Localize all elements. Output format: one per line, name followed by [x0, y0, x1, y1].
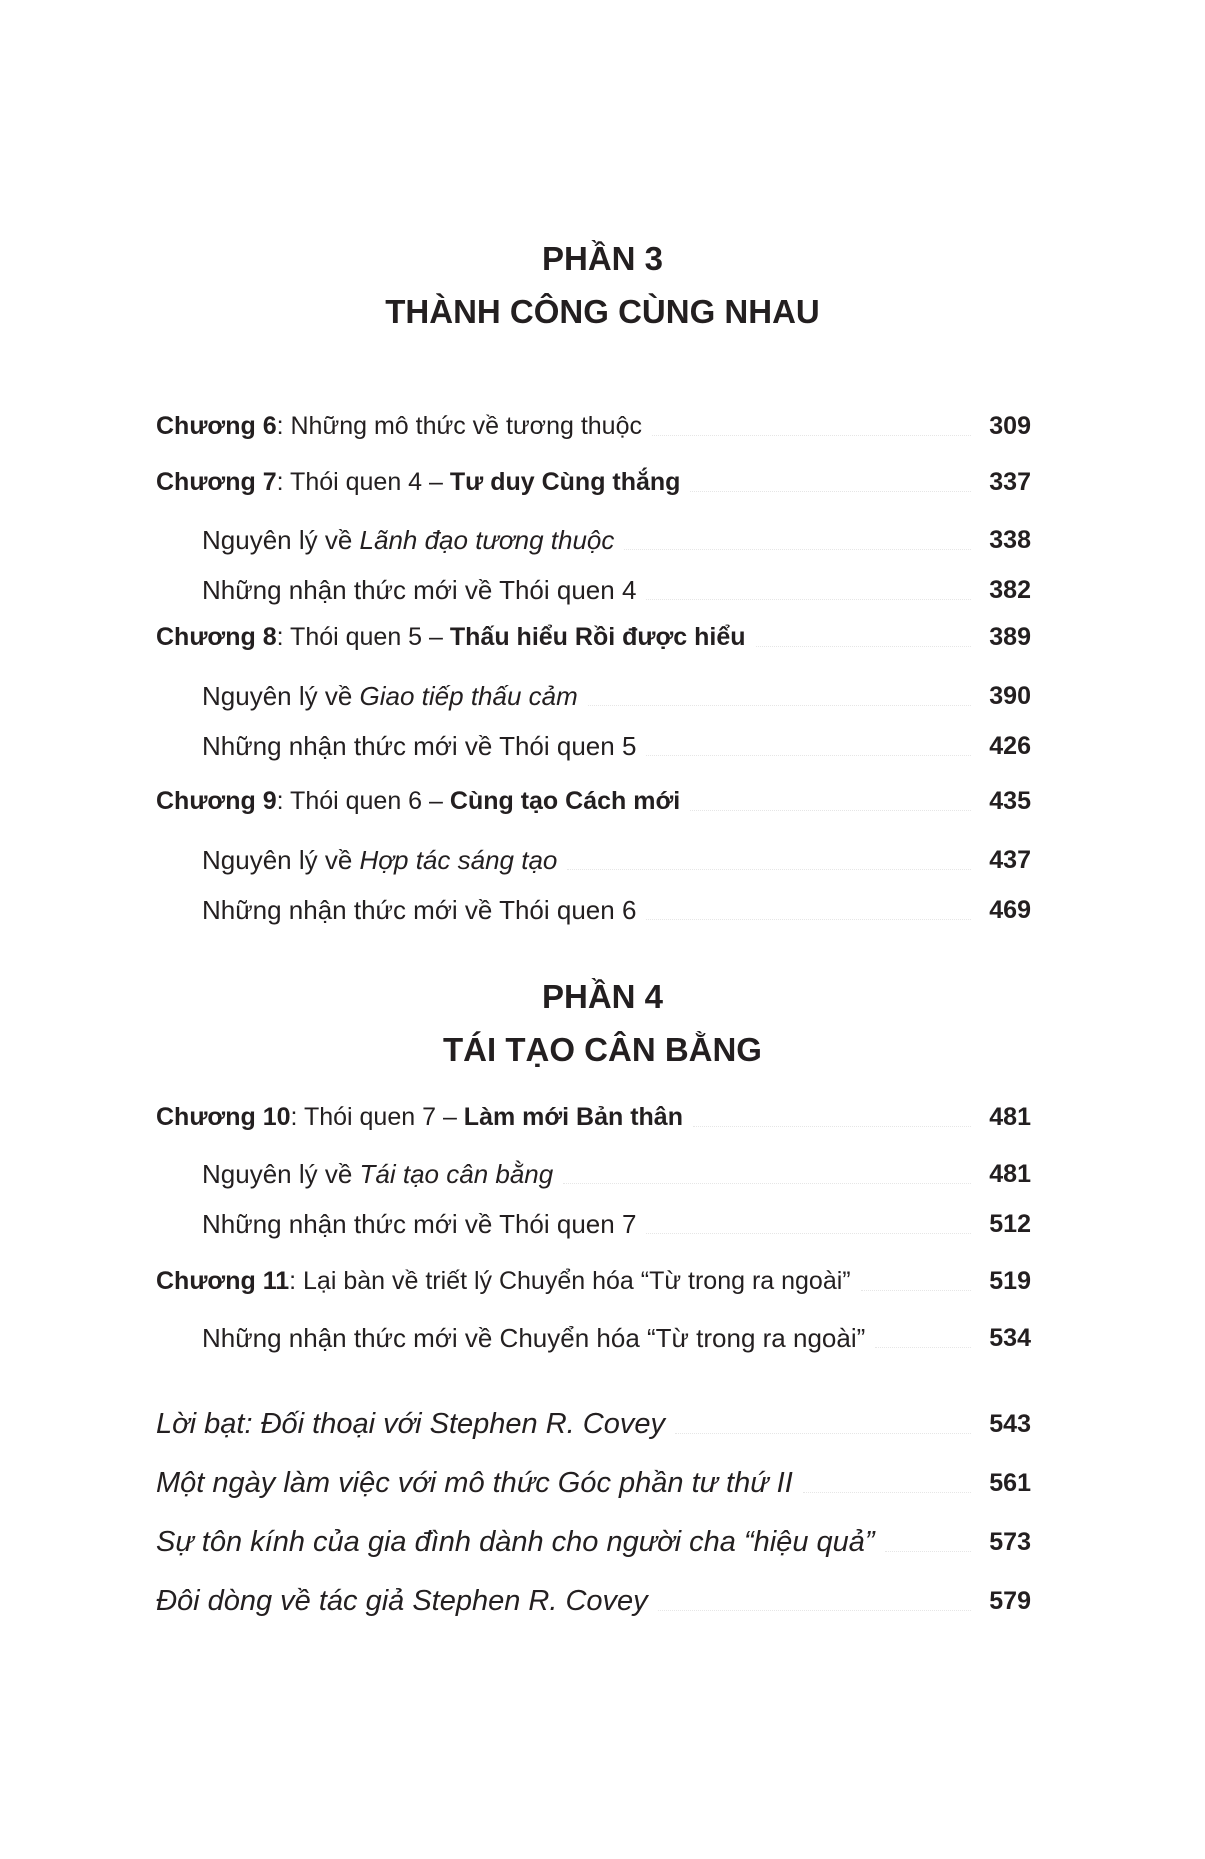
- principle-name: Giao tiếp thấu cảm: [359, 680, 578, 711]
- dot-leader: [588, 704, 971, 706]
- dot-leader: [652, 434, 971, 436]
- separator: :: [276, 467, 291, 496]
- page-number: 579: [989, 1586, 1031, 1615]
- habit-name: Cùng tạo Cách mới: [449, 786, 681, 815]
- dot-leader: [567, 868, 971, 870]
- chapter-title: Thói quen 4 –: [290, 467, 450, 496]
- entry-text: Sự tôn kính của gia đình dành cho người cha “hiệu quả”: [156, 1525, 875, 1558]
- entry-label: [156, 787, 680, 816]
- page-number: 389: [989, 622, 1031, 651]
- separator: :: [276, 411, 291, 440]
- toc-entry-chapter-11-insights[interactable]: [202, 1318, 1031, 1358]
- part-3-subtitle: THÀNH CÔNG CÙNG NHAU: [385, 293, 820, 330]
- toc-entry-chapter-7-insights[interactable]: [202, 570, 1031, 610]
- entry-label: [202, 525, 614, 556]
- dot-leader: [885, 1550, 971, 1552]
- habit-name: Làm mới Bản thân: [463, 1102, 683, 1131]
- page-number: 435: [989, 786, 1031, 815]
- habit-name: Thấu hiểu Rồi được hiểu: [449, 622, 746, 651]
- chapter-number: Chương 10: [156, 1102, 291, 1131]
- page-number: 469: [989, 895, 1031, 924]
- chapter-title: Thói quen 7 –: [303, 1102, 464, 1131]
- toc-entry-chapter-7[interactable]: [156, 462, 1031, 502]
- entry-text: Một ngày làm việc với mô thức Góc phần tư thứ II: [156, 1466, 793, 1499]
- entry-text: Những nhận thức mới về Thói quen 6: [202, 894, 637, 925]
- part-4-title: PHẦN 4: [541, 978, 664, 1015]
- entry-text: Nguyên lý về: [202, 524, 360, 555]
- toc-entry-quadrant-ii-day[interactable]: [156, 1463, 1031, 1503]
- page-number: 481: [989, 1102, 1031, 1131]
- toc-entry-chapter-10[interactable]: [156, 1097, 1031, 1137]
- dot-leader: [756, 645, 972, 647]
- toc-entry-chapter-7-principle[interactable]: [202, 520, 1031, 560]
- page-number: 390: [989, 681, 1031, 710]
- toc-entry-chapter-8[interactable]: [156, 617, 1031, 657]
- principle-name: Lãnh đạo tương thuộc: [359, 524, 615, 555]
- entry-text: Những nhận thức mới về Thói quen 5: [202, 730, 637, 761]
- entry-text: Nguyên lý về: [202, 680, 360, 711]
- dot-leader: [624, 548, 971, 550]
- page-number: 338: [989, 525, 1031, 554]
- page-number: 519: [989, 1266, 1031, 1295]
- page-number: 337: [989, 467, 1031, 496]
- entry-text: Nguyên lý về: [202, 1158, 360, 1189]
- principle-name: Tái tạo cân bằng: [359, 1158, 554, 1189]
- dot-leader: [875, 1346, 971, 1348]
- entry-text: Đôi dòng về tác giả Stephen R. Covey: [156, 1584, 648, 1617]
- page-number: 309: [989, 411, 1031, 440]
- dot-leader: [690, 490, 971, 492]
- dot-leader: [693, 1125, 971, 1127]
- page-number: 426: [989, 731, 1031, 760]
- entry-label: [156, 1267, 851, 1296]
- separator: :: [290, 1102, 304, 1131]
- page-number: 543: [989, 1409, 1031, 1438]
- page-number: 534: [989, 1323, 1031, 1352]
- dot-leader: [646, 918, 971, 920]
- dot-leader: [646, 598, 971, 600]
- chapter-number: Chương 11: [156, 1266, 290, 1295]
- page-number: 512: [989, 1209, 1031, 1238]
- dot-leader: [675, 1432, 971, 1434]
- toc-entry-chapter-6[interactable]: [156, 406, 1031, 446]
- toc-entry-about-author[interactable]: [156, 1581, 1031, 1621]
- page-number: 481: [989, 1159, 1031, 1188]
- entry-label: [202, 845, 557, 876]
- chapter-title: Thói quen 5 –: [290, 622, 450, 651]
- toc-entry-chapter-9[interactable]: [156, 781, 1031, 821]
- habit-name: Tư duy Cùng thắng: [449, 467, 681, 496]
- entry-text: Những nhận thức mới về Thói quen 7: [202, 1208, 637, 1239]
- chapter-number: Chương 6: [156, 411, 277, 440]
- separator: :: [276, 622, 291, 651]
- toc-entry-chapter-8-insights[interactable]: [202, 726, 1031, 766]
- page-number: 382: [989, 575, 1031, 604]
- toc-entry-chapter-9-principle[interactable]: [202, 840, 1031, 880]
- page-number: 437: [989, 845, 1031, 874]
- chapter-title: Những mô thức về tương thuộc: [290, 411, 642, 440]
- dot-leader: [563, 1182, 971, 1184]
- dot-leader: [803, 1491, 971, 1493]
- separator: :: [276, 786, 291, 815]
- toc-entry-chapter-8-principle[interactable]: [202, 676, 1031, 716]
- entry-label: [202, 681, 578, 712]
- dot-leader: [861, 1289, 971, 1291]
- toc-entry-afterword[interactable]: [156, 1404, 1031, 1444]
- dot-leader: [646, 1232, 971, 1234]
- toc-entry-chapter-9-insights[interactable]: [202, 890, 1031, 930]
- page-number: 573: [989, 1527, 1031, 1556]
- part-3-title: PHẦN 3: [541, 240, 664, 277]
- entry-text: Những nhận thức mới về Thói quen 4: [202, 574, 637, 605]
- entry-label: [156, 468, 680, 497]
- dot-leader: [646, 754, 971, 756]
- part-4-subtitle: TÁI TẠO CÂN BẰNG: [443, 1031, 762, 1068]
- toc-entry-family-tribute[interactable]: [156, 1522, 1031, 1562]
- toc-entry-chapter-11[interactable]: [156, 1261, 1031, 1301]
- chapter-number: Chương 9: [156, 786, 277, 815]
- entry-label: [156, 1103, 683, 1132]
- page-number: 561: [989, 1468, 1031, 1497]
- dot-leader: [690, 809, 971, 811]
- chapter-title: Thói quen 6 –: [290, 786, 450, 815]
- chapter-title: Lại bàn về triết lý Chuyển hóa “Từ trong ra ngoài”: [303, 1266, 851, 1295]
- toc-entry-chapter-10-insights[interactable]: [202, 1204, 1031, 1244]
- entry-label: [156, 412, 642, 441]
- entry-text: Những nhận thức mới về Chuyển hóa “Từ trong ra ngoài”: [202, 1322, 866, 1353]
- chapter-number: Chương 8: [156, 622, 277, 651]
- entry-label: [156, 623, 746, 652]
- entry-text: Nguyên lý về: [202, 844, 360, 875]
- separator: :: [289, 1266, 304, 1295]
- toc-entry-chapter-10-principle[interactable]: [202, 1154, 1031, 1194]
- principle-name: Hợp tác sáng tạo: [359, 844, 558, 875]
- entry-label: [202, 1159, 553, 1190]
- dot-leader: [658, 1609, 971, 1611]
- chapter-number: Chương 7: [156, 467, 277, 496]
- entry-text: Lời bạt: Đối thoại với Stephen R. Covey: [156, 1407, 665, 1440]
